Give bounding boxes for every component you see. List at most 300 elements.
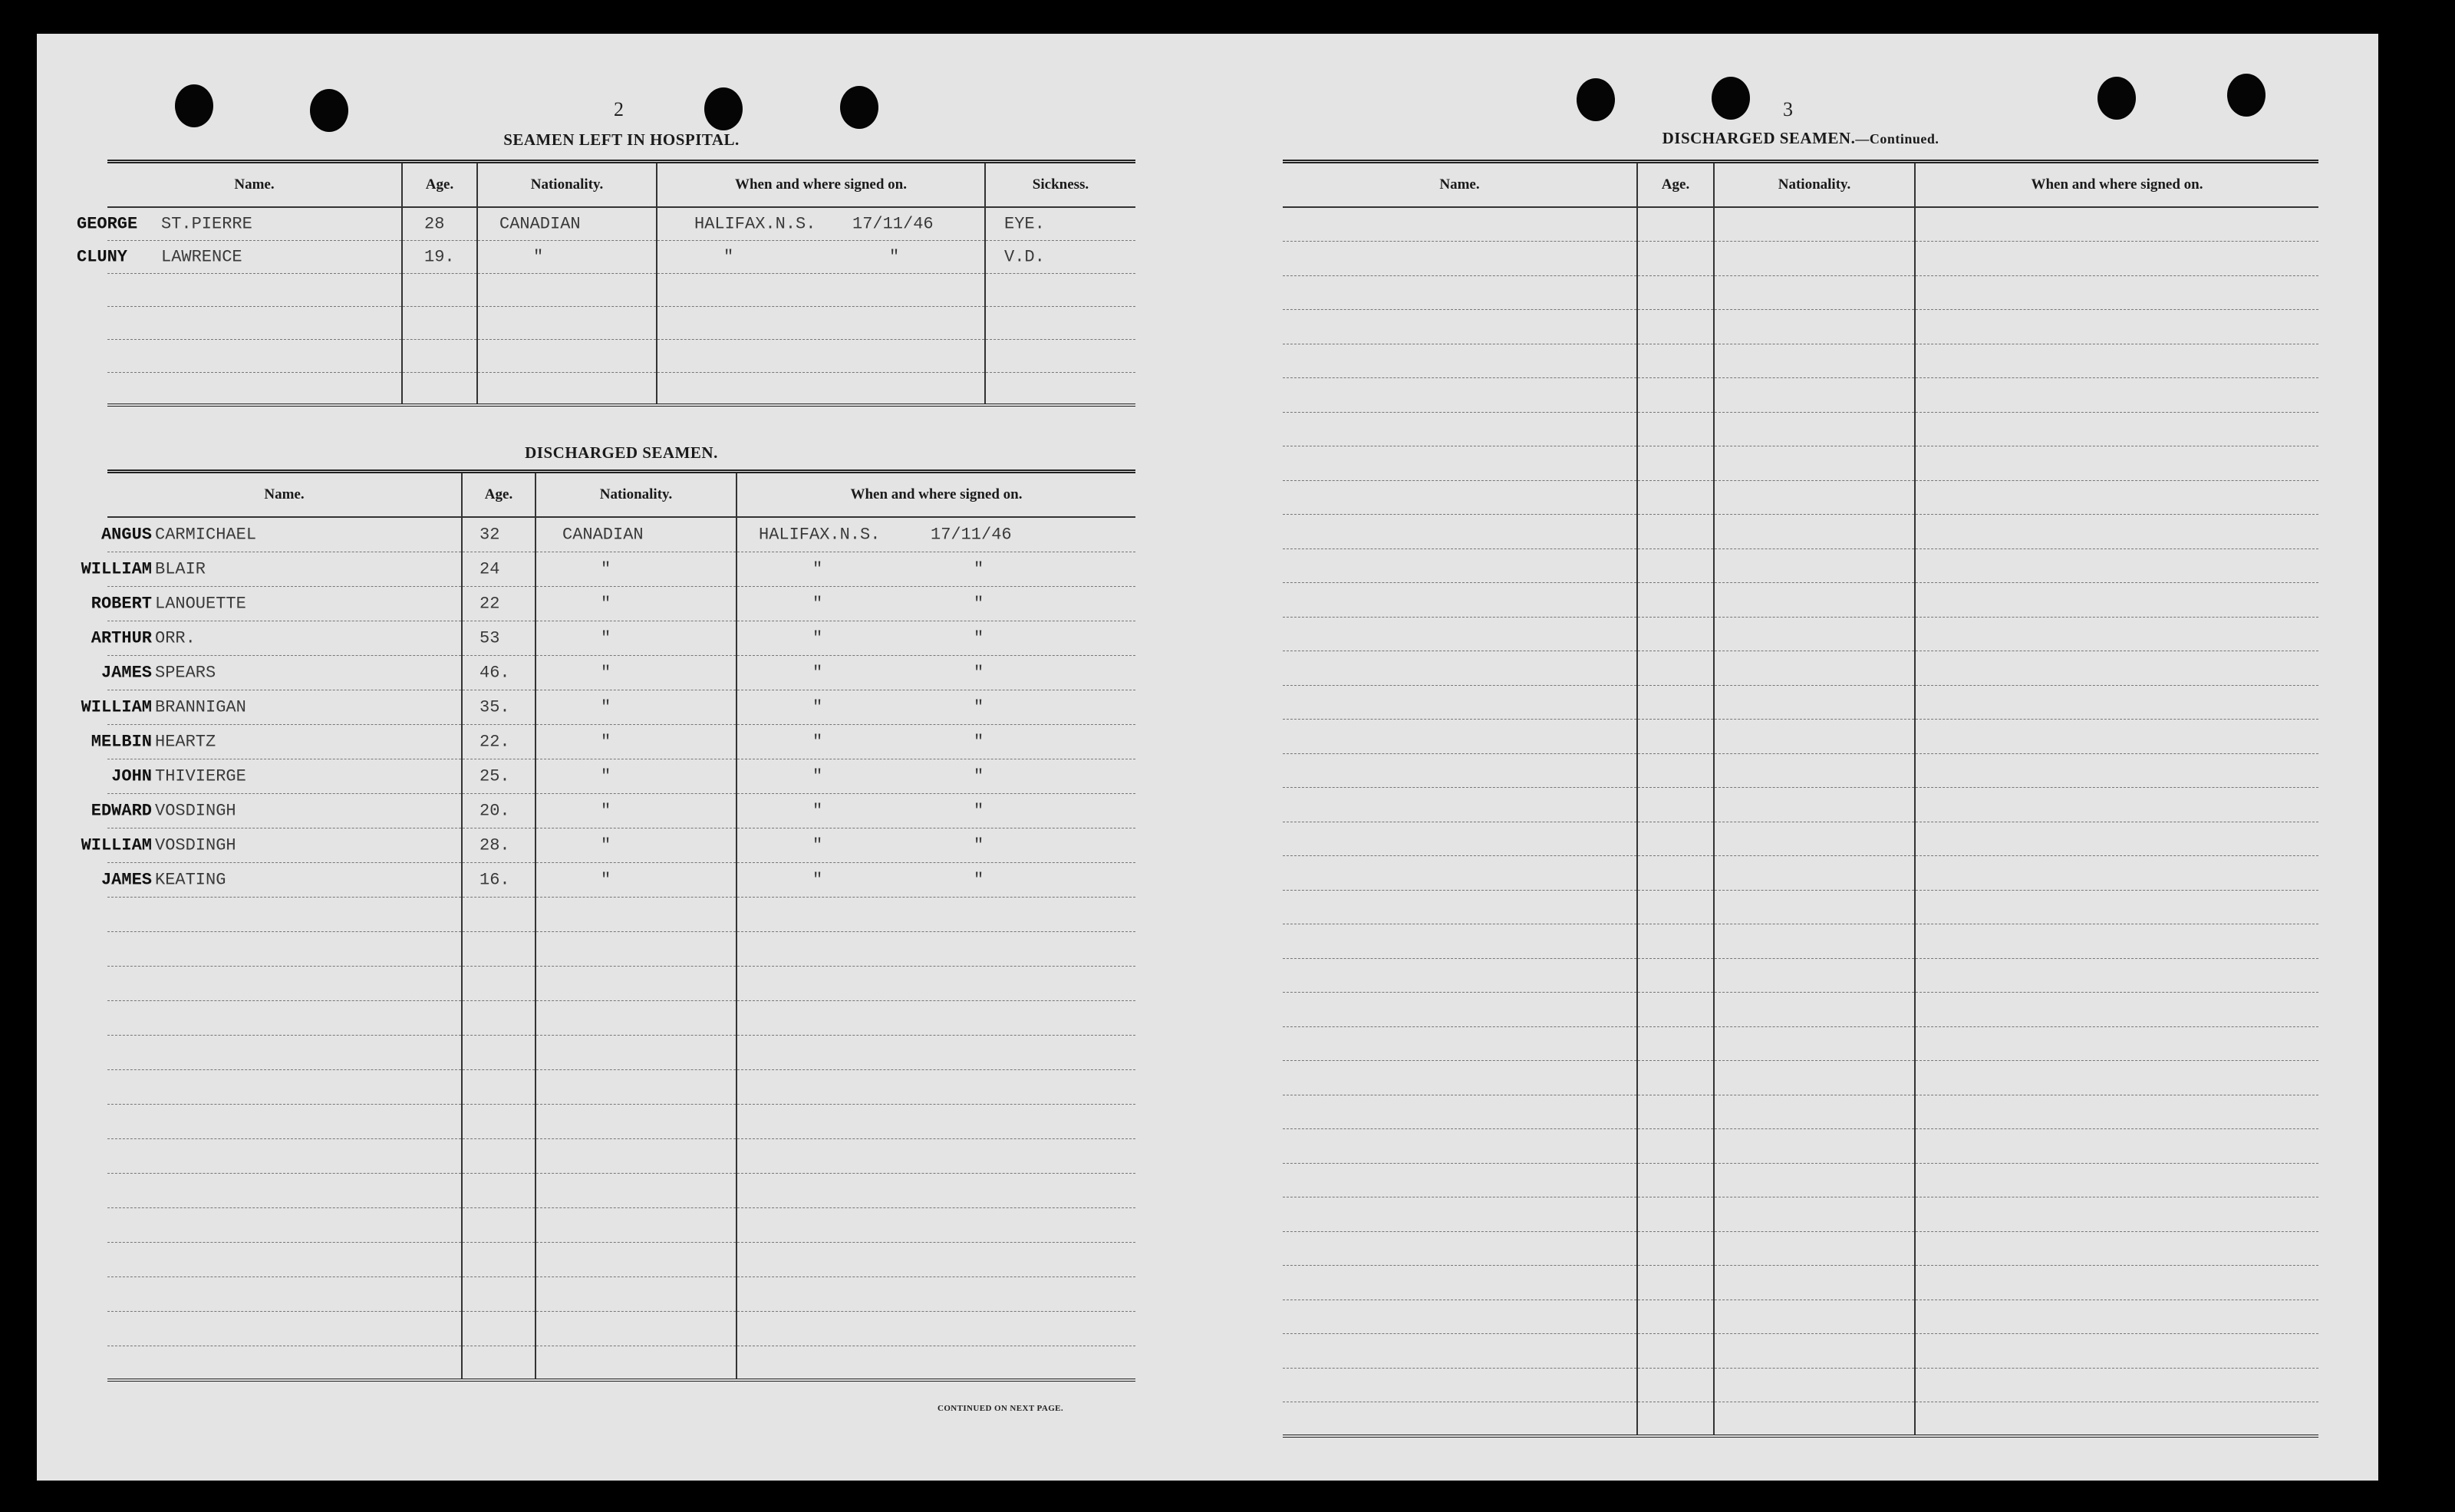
- blank-cell: [1283, 480, 1637, 515]
- col-header-name: Name.: [107, 162, 402, 208]
- blank-cell: [1714, 275, 1915, 310]
- nationality-cell: [535, 793, 736, 828]
- blank-row: [1283, 583, 2318, 618]
- blank-cell: [1915, 890, 2318, 924]
- table-row: [107, 517, 1135, 552]
- last-name: SPEARS: [155, 663, 216, 682]
- blank-cell: [1915, 583, 2318, 618]
- signed-on-cell: [736, 586, 1135, 621]
- binder-hole: [1577, 78, 1615, 121]
- register-sheet: [37, 34, 2378, 1481]
- blank-row: [1283, 1026, 2318, 1061]
- blank-cell: [1637, 788, 1714, 822]
- blank-cell: [736, 966, 1135, 1000]
- blank-cell: [1637, 548, 1714, 583]
- signed-on-date: ": [974, 559, 984, 578]
- binder-hole: [175, 84, 213, 127]
- col-header-signed-on: When and where signed on.: [657, 162, 985, 208]
- binder-hole: [310, 89, 348, 132]
- blank-cell: [1714, 480, 1915, 515]
- blank-cell: [1283, 822, 1637, 856]
- blank-cell: [107, 1173, 462, 1207]
- blank-cell: [462, 1311, 535, 1346]
- blank-cell: [1637, 1334, 1714, 1369]
- first-name: JOHN: [111, 766, 152, 786]
- blank-cell: [462, 897, 535, 931]
- last-name: BLAIR: [155, 559, 206, 578]
- table-row: [107, 690, 1135, 724]
- blank-cell: [1283, 310, 1637, 344]
- signed-on-cell: [736, 517, 1135, 552]
- nationality-cell: [535, 724, 736, 759]
- blank-row: [107, 306, 1135, 339]
- nationality: ": [601, 801, 611, 820]
- blank-cell: [1637, 856, 1714, 891]
- nationality: ": [533, 247, 544, 266]
- nationality-cell: [535, 828, 736, 862]
- last-name: LANOUETTE: [155, 594, 246, 613]
- blank-cell: [1637, 344, 1714, 378]
- blank-cell: [736, 1276, 1135, 1311]
- blank-cell: [1915, 856, 2318, 891]
- blank-cell: [477, 273, 657, 306]
- table-row: [107, 207, 1135, 240]
- blank-row: [107, 1346, 1135, 1380]
- signed-on-date: 17/11/46: [852, 214, 934, 234]
- blank-cell: [1714, 1061, 1915, 1095]
- discharged-table: [81, 469, 1135, 1382]
- blank-cell: [1915, 924, 2318, 959]
- blank-cell: [107, 1207, 462, 1242]
- blank-row: [1283, 1300, 2318, 1334]
- blank-cell: [657, 339, 985, 372]
- first-name: ROBERT: [91, 594, 152, 613]
- blank-cell: [1915, 1197, 2318, 1232]
- blank-cell: [535, 897, 736, 931]
- blank-cell: [1915, 207, 2318, 242]
- blank-cell: [1283, 1095, 1637, 1129]
- first-name: WILLIAM: [81, 559, 152, 578]
- blank-cell: [1283, 1266, 1637, 1300]
- last-name: BRANNIGAN: [155, 697, 246, 716]
- discharged-continued-title: [1283, 129, 2318, 148]
- continued-footer: CONTINUED ON NEXT PAGE.: [938, 1404, 1064, 1413]
- blank-cell: [736, 1000, 1135, 1035]
- blank-row: [1283, 958, 2318, 993]
- blank-row: [107, 931, 1135, 966]
- col-header-name: Name.: [1283, 162, 1637, 208]
- age-cell: [462, 793, 535, 828]
- nationality-cell: [535, 552, 736, 586]
- blank-cell: [462, 931, 535, 966]
- signed-on-place: ": [812, 766, 823, 786]
- blank-cell: [1714, 583, 1915, 618]
- blank-cell: [1637, 1163, 1714, 1197]
- blank-cell: [1915, 993, 2318, 1027]
- blank-row: [1283, 548, 2318, 583]
- blank-cell: [1915, 548, 2318, 583]
- blank-cell: [1915, 480, 2318, 515]
- nationality: CANADIAN: [499, 214, 581, 234]
- blank-cell: [1714, 446, 1915, 481]
- blank-cell: [1637, 685, 1714, 720]
- blank-cell: [1637, 583, 1714, 618]
- blank-cell: [1915, 1334, 2318, 1369]
- blank-cell: [1283, 1334, 1637, 1369]
- blank-cell: [985, 306, 1135, 339]
- blank-cell: [1637, 378, 1714, 413]
- blank-cell: [402, 273, 477, 306]
- blank-cell: [462, 966, 535, 1000]
- blank-row: [1283, 1334, 2318, 1369]
- age-cell: [462, 586, 535, 621]
- blank-cell: [1637, 1197, 1714, 1232]
- blank-cell: [1714, 651, 1915, 686]
- hospital-title: SEAMEN LEFT IN HOSPITAL.: [503, 130, 740, 149]
- blank-cell: [107, 1069, 462, 1104]
- blank-cell: [1915, 1163, 2318, 1197]
- age-cell: [462, 759, 535, 793]
- blank-cell: [107, 931, 462, 966]
- blank-row: [1283, 446, 2318, 481]
- blank-row: [1283, 1163, 2318, 1197]
- blank-cell: [1637, 1129, 1714, 1164]
- blank-cell: [1915, 1231, 2318, 1266]
- blank-cell: [1637, 515, 1714, 549]
- blank-cell: [1283, 1231, 1637, 1266]
- first-name: MELBIN: [91, 732, 152, 751]
- blank-cell: [1283, 583, 1637, 618]
- blank-cell: [535, 1207, 736, 1242]
- blank-cell: [1637, 617, 1714, 651]
- signed-on-date: ": [889, 247, 900, 266]
- blank-cell: [1915, 651, 2318, 686]
- blank-cell: [107, 1035, 462, 1069]
- blank-cell: [1637, 1061, 1714, 1095]
- name-cell: [81, 828, 462, 862]
- blank-cell: [1283, 1129, 1637, 1164]
- blank-cell: [1915, 1095, 2318, 1129]
- blank-row: [1283, 924, 2318, 959]
- signed-on-date: ": [974, 628, 984, 647]
- age: 22.: [479, 732, 510, 751]
- table-row: [107, 759, 1135, 793]
- blank-cell: [736, 1035, 1135, 1069]
- blank-cell: [107, 273, 402, 306]
- blank-row: [1283, 344, 2318, 378]
- blank-cell: [1714, 515, 1915, 549]
- blank-row: [1283, 1231, 2318, 1266]
- blank-cell: [1714, 548, 1915, 583]
- first-name: ARTHUR: [91, 628, 152, 647]
- blank-cell: [535, 1000, 736, 1035]
- blank-cell: [1714, 1266, 1915, 1300]
- age: 46.: [479, 663, 510, 682]
- age: 53: [479, 628, 500, 647]
- signed-on-cell: [736, 621, 1135, 655]
- name-cell: [91, 793, 462, 828]
- binder-hole: [1712, 77, 1750, 120]
- blank-row: [107, 1138, 1135, 1173]
- blank-cell: [1637, 753, 1714, 788]
- blank-row: [107, 966, 1135, 1000]
- blank-cell: [657, 306, 985, 339]
- blank-row: [1283, 1061, 2318, 1095]
- blank-cell: [1714, 958, 1915, 993]
- name-cell: [101, 517, 462, 552]
- blank-cell: [1915, 753, 2318, 788]
- blank-cell: [1915, 310, 2318, 344]
- blank-row: [107, 339, 1135, 372]
- last-name: VOSDINGH: [155, 835, 236, 855]
- col-header-nationality: Nationality.: [1714, 162, 1915, 208]
- blank-cell: [736, 1173, 1135, 1207]
- name-cell: [91, 621, 462, 655]
- signed-on-cell: [736, 793, 1135, 828]
- first-name: GEORGE: [77, 214, 138, 234]
- blank-cell: [107, 1346, 462, 1380]
- blank-cell: [535, 1346, 736, 1380]
- nationality-cell: [535, 862, 736, 897]
- blank-cell: [1283, 651, 1637, 686]
- blank-cell: [107, 1000, 462, 1035]
- blank-cell: [1283, 1402, 1637, 1437]
- blank-cell: [462, 1346, 535, 1380]
- blank-cell: [1915, 958, 2318, 993]
- discharged-title: DISCHARGED SEAMEN.: [525, 443, 718, 462]
- name-cell: [77, 207, 402, 240]
- blank-cell: [402, 339, 477, 372]
- blank-cell: [107, 966, 462, 1000]
- blank-cell: [736, 931, 1135, 966]
- nationality: ": [601, 766, 611, 786]
- nationality: ": [601, 594, 611, 613]
- nationality-cell: [535, 655, 736, 690]
- blank-cell: [1283, 242, 1637, 276]
- signed-on-date: ": [974, 870, 984, 889]
- blank-cell: [1714, 617, 1915, 651]
- blank-cell: [1283, 1368, 1637, 1402]
- signed-on-place: ": [812, 628, 823, 647]
- blank-cell: [1283, 958, 1637, 993]
- signed-on-date: ": [974, 801, 984, 820]
- blank-cell: [1714, 1095, 1915, 1129]
- blank-row: [107, 1276, 1135, 1311]
- binder-hole: [2097, 77, 2136, 120]
- blank-row: [107, 1173, 1135, 1207]
- blank-cell: [1714, 207, 1915, 242]
- nationality: ": [601, 732, 611, 751]
- table-row: [107, 862, 1135, 897]
- blank-cell: [1283, 344, 1637, 378]
- signed-on-cell: [736, 759, 1135, 793]
- blank-cell: [462, 1000, 535, 1035]
- blank-cell: [736, 1346, 1135, 1380]
- last-name: CARMICHAEL: [155, 525, 257, 545]
- blank-cell: [1283, 720, 1637, 754]
- blank-row: [1283, 207, 2318, 242]
- name-cell: [77, 240, 402, 273]
- col-header-signed-on: When and where signed on.: [736, 472, 1135, 518]
- nationality-cell: [535, 621, 736, 655]
- blank-cell: [1714, 1197, 1915, 1232]
- page-number-right: 3: [1783, 98, 1793, 120]
- age-cell: [462, 690, 535, 724]
- blank-cell: [736, 1069, 1135, 1104]
- blank-cell: [1714, 822, 1915, 856]
- blank-row: [1283, 1266, 2318, 1300]
- name-cell: [91, 586, 462, 621]
- blank-cell: [1915, 822, 2318, 856]
- first-name: EDWARD: [91, 801, 152, 820]
- blank-cell: [462, 1207, 535, 1242]
- blank-cell: [736, 1311, 1135, 1346]
- blank-cell: [1915, 720, 2318, 754]
- blank-row: [107, 273, 1135, 306]
- blank-row: [107, 897, 1135, 931]
- blank-cell: [1283, 1026, 1637, 1061]
- signed-on-place: HALIFAX.N.S.: [694, 214, 816, 234]
- col-header-signed-on: When and where signed on.: [1915, 162, 2318, 208]
- name-cell: [91, 724, 462, 759]
- blank-cell: [107, 1311, 462, 1346]
- blank-cell: [1283, 412, 1637, 446]
- blank-cell: [535, 1173, 736, 1207]
- signed-on-place: ": [812, 697, 823, 716]
- col-header-nationality: Nationality.: [535, 472, 736, 518]
- blank-row: [1283, 617, 2318, 651]
- blank-row: [1283, 1368, 2318, 1402]
- signed-on-place: ": [812, 835, 823, 855]
- blank-row: [107, 1000, 1135, 1035]
- table-row: [107, 655, 1135, 690]
- blank-cell: [1714, 753, 1915, 788]
- age: 20.: [479, 801, 510, 820]
- blank-cell: [1283, 1300, 1637, 1334]
- blank-cell: [1714, 1300, 1915, 1334]
- page-number-left: 2: [614, 98, 624, 120]
- name-cell: [101, 862, 462, 897]
- signed-on-cell: [736, 724, 1135, 759]
- blank-cell: [1637, 1095, 1714, 1129]
- last-name: ST.PIERRE: [161, 214, 252, 234]
- col-header-age: Age.: [1637, 162, 1714, 208]
- blank-cell: [1714, 1334, 1915, 1369]
- blank-cell: [1637, 720, 1714, 754]
- blank-row: [107, 1035, 1135, 1069]
- last-name: VOSDINGH: [155, 801, 236, 820]
- nationality-cell: [535, 517, 736, 552]
- nationality-cell: [477, 240, 657, 273]
- blank-cell: [1915, 515, 2318, 549]
- signed-on-date: ": [974, 663, 984, 682]
- col-header-sickness: Sickness.: [985, 162, 1135, 208]
- blank-row: [1283, 275, 2318, 310]
- blank-cell: [1915, 378, 2318, 413]
- blank-cell: [107, 1104, 462, 1138]
- blank-cell: [1637, 1266, 1714, 1300]
- blank-row: [1283, 822, 2318, 856]
- blank-cell: [1714, 890, 1915, 924]
- blank-cell: [1915, 1368, 2318, 1402]
- blank-cell: [736, 897, 1135, 931]
- signed-on-place: ": [812, 663, 823, 682]
- blank-cell: [1637, 924, 1714, 959]
- blank-cell: [1637, 993, 1714, 1027]
- sickness: V.D.: [1004, 247, 1045, 266]
- name-cell: [107, 759, 462, 793]
- blank-cell: [1915, 1026, 2318, 1061]
- age: 24: [479, 559, 500, 578]
- age-cell: [462, 724, 535, 759]
- blank-cell: [1714, 993, 1915, 1027]
- blank-cell: [1283, 275, 1637, 310]
- age-cell: [402, 240, 477, 273]
- signed-on-cell: [736, 862, 1135, 897]
- blank-cell: [462, 1069, 535, 1104]
- discharged-continued-table: [1283, 160, 2318, 1438]
- blank-cell: [107, 306, 402, 339]
- blank-cell: [1915, 1061, 2318, 1095]
- blank-cell: [1714, 720, 1915, 754]
- age: 35.: [479, 697, 510, 716]
- blank-cell: [1637, 1231, 1714, 1266]
- blank-cell: [462, 1138, 535, 1173]
- blank-cell: [1714, 1231, 1915, 1266]
- binder-hole: [840, 86, 878, 129]
- blank-cell: [1283, 446, 1637, 481]
- nationality: ": [601, 835, 611, 855]
- blank-cell: [1714, 242, 1915, 276]
- blank-row: [1283, 856, 2318, 891]
- blank-cell: [1714, 1368, 1915, 1402]
- signed-on-cell: [736, 655, 1135, 690]
- name-cell: [101, 655, 462, 690]
- nationality: ": [601, 559, 611, 578]
- sickness-cell: [985, 207, 1135, 240]
- nationality-cell: [535, 586, 736, 621]
- blank-cell: [1915, 788, 2318, 822]
- blank-cell: [1637, 412, 1714, 446]
- blank-cell: [1714, 924, 1915, 959]
- blank-cell: [535, 1069, 736, 1104]
- blank-cell: [1915, 1402, 2318, 1437]
- blank-cell: [107, 1242, 462, 1276]
- blank-cell: [1714, 378, 1915, 413]
- blank-cell: [1714, 1163, 1915, 1197]
- blank-cell: [1283, 1163, 1637, 1197]
- blank-cell: [736, 1242, 1135, 1276]
- blank-cell: [985, 273, 1135, 306]
- blank-cell: [736, 1104, 1135, 1138]
- blank-cell: [1283, 993, 1637, 1027]
- blank-cell: [1637, 958, 1714, 993]
- blank-cell: [1283, 548, 1637, 583]
- blank-cell: [535, 966, 736, 1000]
- blank-cell: [107, 372, 402, 405]
- last-name: HEARTZ: [155, 732, 216, 751]
- blank-cell: [107, 339, 402, 372]
- blank-cell: [1714, 310, 1915, 344]
- blank-row: [1283, 1129, 2318, 1164]
- blank-cell: [535, 1311, 736, 1346]
- col-header-nationality: Nationality.: [477, 162, 657, 208]
- blank-cell: [402, 306, 477, 339]
- blank-cell: [1915, 242, 2318, 276]
- first-name: ANGUS: [101, 525, 152, 545]
- blank-row: [107, 1207, 1135, 1242]
- blank-cell: [1915, 344, 2318, 378]
